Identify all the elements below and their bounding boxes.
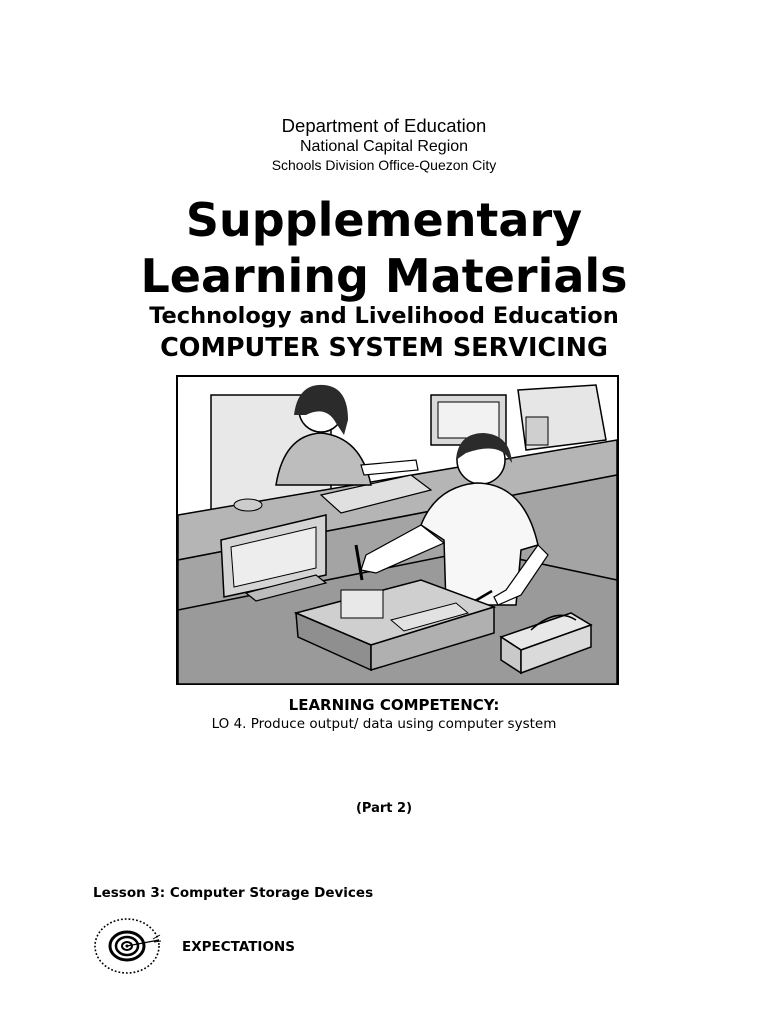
target-icon	[93, 917, 165, 975]
department-name: Department of Education	[281, 115, 487, 136]
part-label: (Part 2)	[355, 801, 413, 816]
competency-heading: LEARNING COMPETENCY:	[288, 696, 500, 714]
region-name: National Capital Region	[299, 138, 469, 155]
competency-text: LO 4. Produce output/ data using computer system	[211, 716, 557, 732]
expectations-heading: EXPECTATIONS	[182, 939, 295, 955]
main-title-line1: Supplementary	[185, 193, 583, 247]
main-title-line2: Learning Materials	[140, 249, 628, 303]
division-name: Schools Division Office-Quezon City	[271, 157, 497, 173]
subject-title: Technology and Livelihood Education	[149, 303, 619, 329]
lesson-title: Lesson 3: Computer Storage Devices	[93, 885, 374, 901]
computer-servicing-illustration	[176, 375, 619, 685]
course-title: COMPUTER SYSTEM SERVICING	[160, 333, 608, 363]
